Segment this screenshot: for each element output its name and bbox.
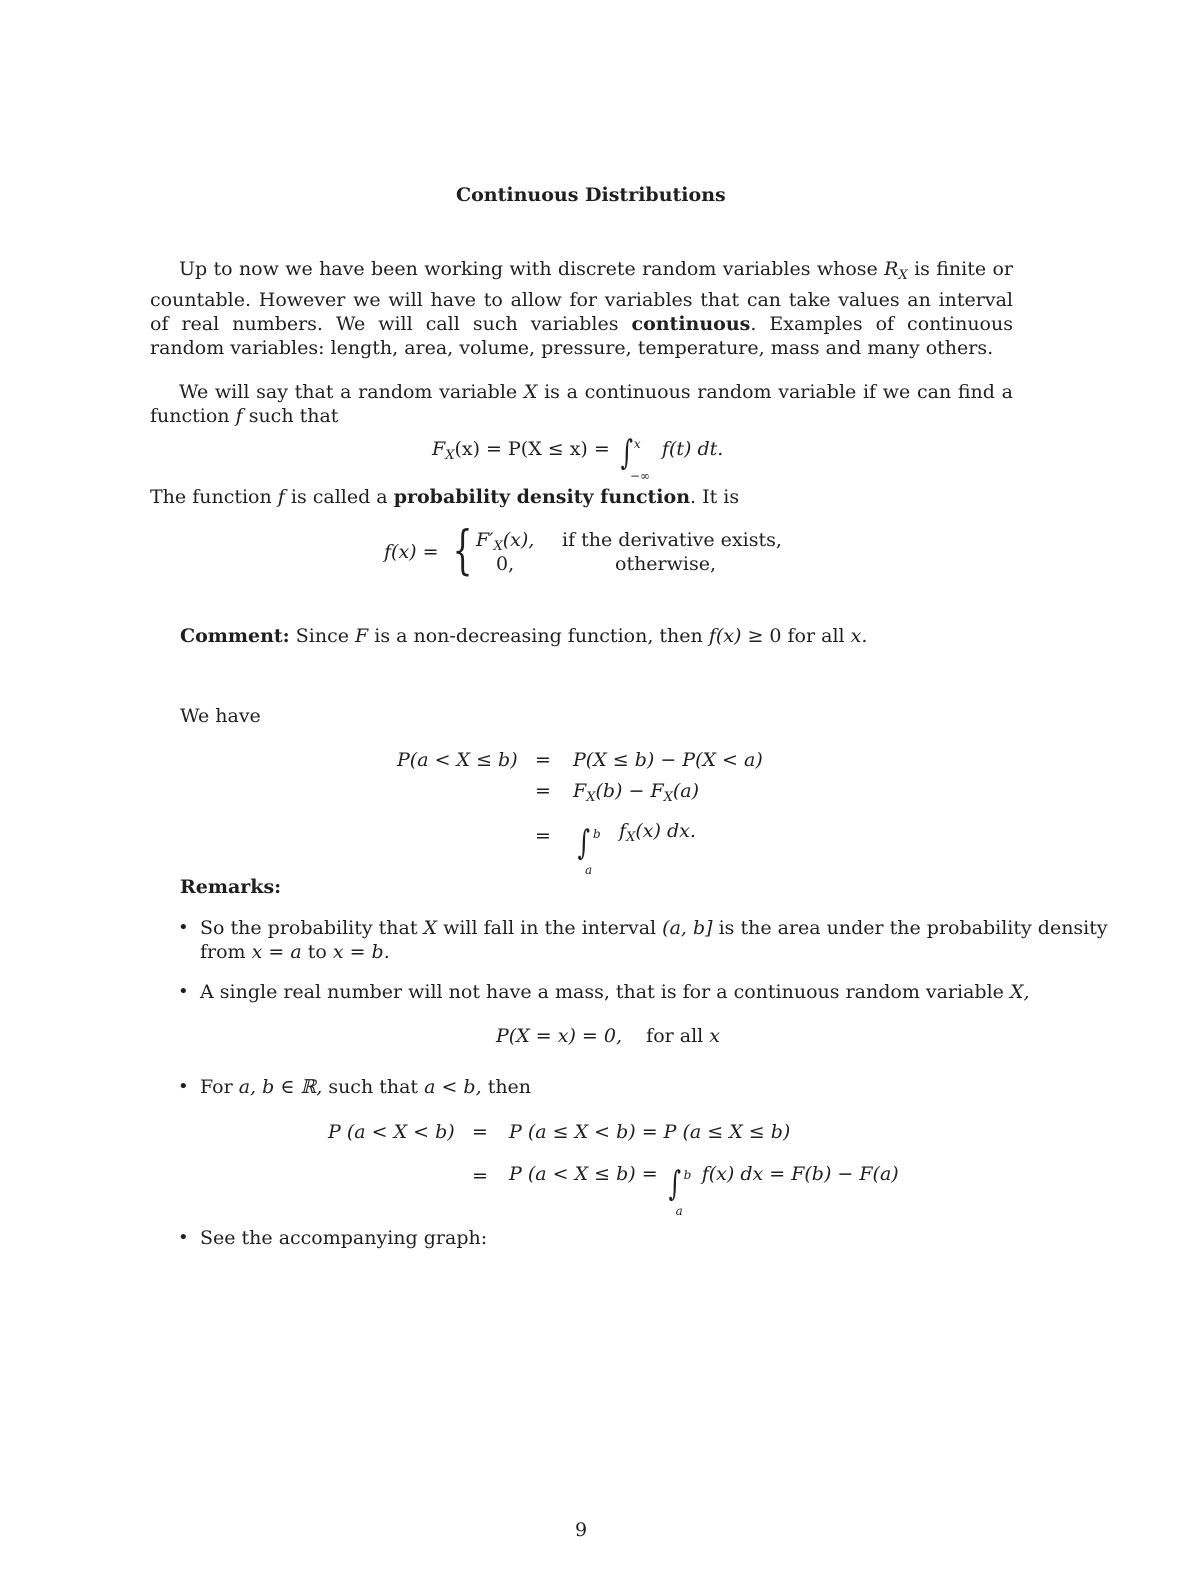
intro-text-3: . Examples of continuous random variables: length, area, volume, pressure, temperature, mass and many others. xyxy=(150,313,1013,359)
remark-1-line-2 xyxy=(200,941,390,963)
eq-sign-2: = xyxy=(535,780,551,802)
F-sub-1: X xyxy=(586,790,596,805)
intro-paragraph xyxy=(150,257,1013,360)
integral-lower-2: a xyxy=(585,863,593,877)
comment-line xyxy=(180,625,867,647)
remark-3-row-2 xyxy=(509,1163,899,1218)
remark-1-interval: (a, b] xyxy=(662,917,713,939)
prob-lhs: P(a < X ≤ b) xyxy=(397,749,518,771)
eq-sign-5: = xyxy=(472,1165,488,1187)
comment-text-1: Since xyxy=(295,625,349,647)
definition-text-1: We will say that a random variable xyxy=(179,381,518,403)
remark-3-lhs: P (a < X < b) xyxy=(328,1121,455,1143)
fx-symbol: f(x) xyxy=(708,625,742,647)
remark-3-for: For xyxy=(200,1076,233,1098)
F-end: (a) xyxy=(672,780,700,802)
remark-1-to: to xyxy=(307,941,327,963)
piecewise-case-2: 0, xyxy=(496,553,515,575)
f-symbol: f xyxy=(235,405,243,427)
remark-3-such: such that xyxy=(328,1076,419,1098)
fx-rest: (x) dx. xyxy=(635,820,696,842)
remark-1-line-1 xyxy=(200,917,1108,939)
rx-subscript: X xyxy=(898,268,908,283)
cdf-subscript: X xyxy=(445,448,455,463)
derivative-arg: (x), xyxy=(502,529,535,551)
bullet-3: • xyxy=(178,1076,189,1097)
F-mid: (b) − F xyxy=(595,780,664,802)
remark-2-x: X, xyxy=(1009,981,1030,1003)
prob-row-2 xyxy=(573,780,699,805)
pdf-text-3: . It is xyxy=(690,486,740,508)
piecewise-condition-2: otherwise, xyxy=(615,553,717,575)
piecewise-brace: { xyxy=(452,521,473,581)
rx-symbol: R xyxy=(884,258,899,280)
integral-sign-3: ∫ xyxy=(668,1164,681,1204)
cdf-middle: (x) = P(X ≤ x) = xyxy=(454,438,610,460)
remark-2-line xyxy=(200,981,1030,1003)
fx-letter: f xyxy=(619,820,627,842)
remark-3-row-2-rhs: f(x) dx = F(b) − F(a) xyxy=(701,1163,899,1185)
bullet-4: • xyxy=(178,1227,189,1248)
remark-1-text-b: will fall in the interval xyxy=(443,917,657,939)
comment-text-2: is a non-decreasing function, then xyxy=(374,625,703,647)
integral-upper-2: b xyxy=(593,827,601,841)
prob-row-3 xyxy=(573,820,696,877)
derivative-subscript: X xyxy=(493,539,503,554)
intro-text-1: Up to now we have been working with discrete random variables whose xyxy=(179,258,878,280)
F-letter-1: F xyxy=(573,780,587,802)
cdf-equation xyxy=(432,433,724,483)
x-symbol-2: x. xyxy=(850,625,868,647)
integral-lower-3: a xyxy=(675,1204,683,1218)
comment-label: Comment: xyxy=(180,625,290,647)
bullet-1: • xyxy=(178,917,189,938)
point-mass-x: x xyxy=(709,1025,720,1047)
definition-text-2: is a continuous random variable if we can find a function xyxy=(150,381,1013,427)
point-mass-for: for all xyxy=(646,1025,704,1047)
remark-3-then: then xyxy=(487,1076,532,1098)
continuous-term: continuous xyxy=(631,313,751,335)
remarks-label: Remarks: xyxy=(180,876,282,898)
page-number: 9 xyxy=(575,1519,588,1541)
pdf-text-1: The function xyxy=(150,486,272,508)
remark-1-x-eq-b: x = b. xyxy=(332,941,390,963)
remark-1-text-a: So the probability that xyxy=(200,917,418,939)
point-mass-equation xyxy=(496,1025,720,1047)
derivative-symbol: F′ xyxy=(476,529,494,551)
definition-paragraph xyxy=(150,380,1013,428)
remark-3-ab: a, b ∈ ℝ, xyxy=(238,1076,323,1098)
x-symbol: X xyxy=(523,381,538,403)
integral-lower-limit: −∞ xyxy=(629,469,650,483)
piecewise-case-1 xyxy=(476,529,534,554)
F-symbol: F xyxy=(355,625,369,647)
cdf-lhs: F xyxy=(432,438,446,460)
remark-2-text: A single real number will not have a mass, that is for a continuous random variable xyxy=(200,981,1004,1003)
point-mass-lhs: P(X = x) = 0, xyxy=(496,1025,622,1047)
fx-sub: X xyxy=(626,830,636,845)
pdf-definition-line xyxy=(150,486,739,508)
eq-sign-1: = xyxy=(535,749,551,771)
remark-3-line xyxy=(200,1076,531,1098)
remark-1-text-c: is the area under the probability density xyxy=(718,917,1108,939)
integral-sign-2: ∫ xyxy=(577,823,591,863)
remark-3-a-lt-b: a < b, xyxy=(424,1076,482,1098)
remark-4-line: See the accompanying graph: xyxy=(200,1227,488,1249)
integral-sign: ∫ xyxy=(620,433,633,473)
remark-3-row-2-lhs: P (a < X ≤ b) = xyxy=(509,1163,658,1185)
definition-text-3: such that xyxy=(248,405,339,427)
intro-text-2: is finite or countable. However we will have to allow for variables that can take values an interval of real numbers. We will call such variables xyxy=(150,258,1013,335)
cdf-integrand: f(t) dt. xyxy=(661,438,724,460)
remark-3-row-1: P (a ≤ X < b) = P (a ≤ X ≤ b) xyxy=(509,1121,791,1143)
remark-1-from: from xyxy=(200,941,246,963)
pdf-term: probability density function xyxy=(393,486,691,508)
we-have-label: We have xyxy=(180,705,261,727)
eq-sign-4: = xyxy=(472,1121,488,1143)
F-sub-2: X xyxy=(663,790,673,805)
remark-1-x: X xyxy=(423,917,438,939)
eq-sign-3: = xyxy=(535,825,551,847)
bullet-2: • xyxy=(178,981,189,1002)
integral-upper-limit: x xyxy=(633,437,641,451)
comment-text-3: ≥ 0 for all xyxy=(747,625,845,647)
remark-1-x-eq-a: x = a xyxy=(251,941,302,963)
piecewise-lhs: f(x) = xyxy=(384,541,439,563)
integral-upper-3: b xyxy=(683,1168,692,1182)
pdf-text-2: is called a xyxy=(290,486,388,508)
piecewise-condition-1: if the derivative exists, xyxy=(562,529,782,551)
page-title: Continuous Distributions xyxy=(456,184,726,206)
f-symbol-2: f xyxy=(277,486,285,508)
prob-row-1: P(X ≤ b) − P(X < a) xyxy=(573,749,763,771)
